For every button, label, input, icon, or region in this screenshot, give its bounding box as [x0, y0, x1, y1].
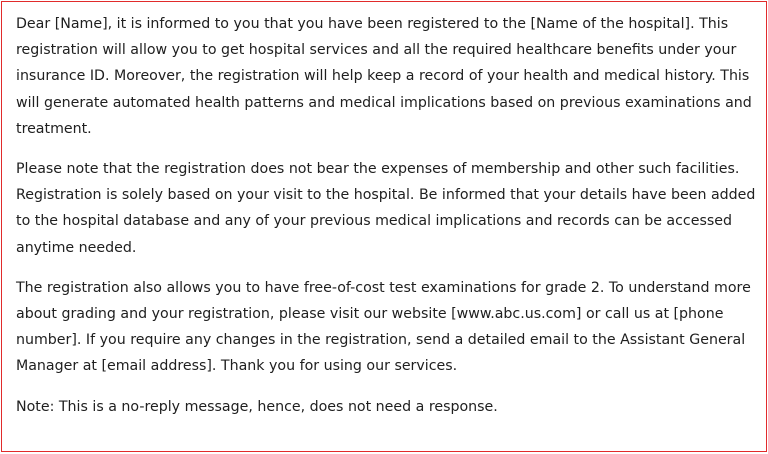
paragraph-expenses-note: Please note that the registration does not bear the expenses of membership and other such facilities. Registration is solely based on your visit to the hospital. Be informed that your details have been added to the hospital database and any of your previous medical implications and records can be accessed anytime needed. — [16, 161, 756, 256]
message-body — [16, 11, 758, 420]
paragraph-no-reply-note: Note: This is a no-reply message, hence, does not need a response. — [16, 398, 498, 415]
paragraph-contact-info: The registration also allows you to have free-of-cost test examinations for grade 2. To understand more about grading and your registration, please visit our website [www.abc.us.com] or call us at [phone number]. If you require any changes in the registration, send a detailed email to the Assistant General Manager at [email address]. Thank you for using our services. — [16, 279, 751, 375]
document-frame — [1, 1, 767, 452]
paragraph-registration-intro: Dear [Name], it is informed to you that you have been registered to the [Name of the hospital]. This registration will allow you to get hospital services and all the required healthcare benefits under your insurance ID. Moreover, the registration will help keep a record of your health and medical history. This will generate automated health patterns and medical implications based on previous examinations and treatment. — [16, 16, 752, 137]
